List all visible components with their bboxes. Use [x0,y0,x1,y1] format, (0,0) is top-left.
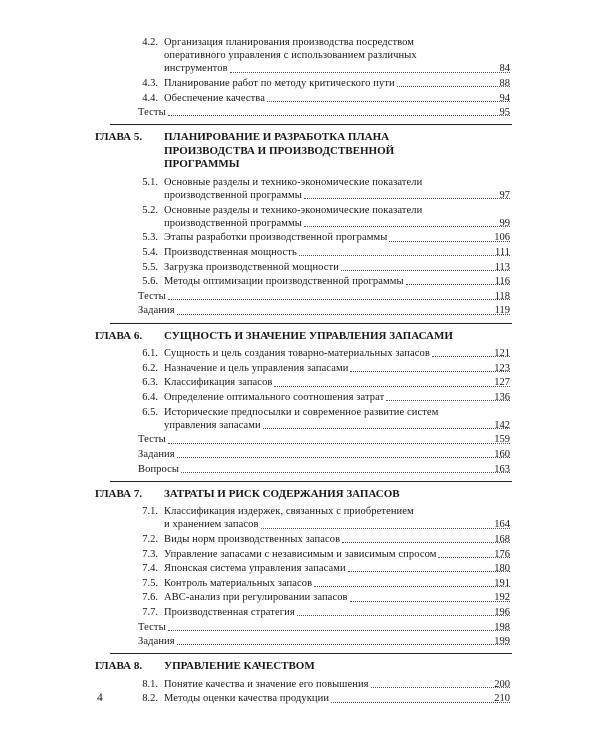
toc-entry[interactable] [0,678,600,691]
section-title-line-last [164,577,512,590]
section-title-line-last [164,77,512,90]
chapter-heading [0,131,600,172]
toc-entry[interactable] [0,231,600,244]
section-title-text: Понятие качества и значение его повышения [164,678,369,690]
section-title-line-last [164,347,512,360]
section-title-line-last [164,362,512,375]
toc-entry[interactable] [0,77,600,90]
table-of-contents [0,36,600,707]
chapter-heading [0,330,600,344]
section-title-line-last [164,533,512,546]
chapter-label: ГЛАВА 7. [95,487,143,500]
section-title-text: Планирование работ по методу критического пути [164,78,395,89]
section-title [164,606,512,619]
section-title [138,448,512,461]
page-ref: 180 [494,563,510,575]
toc-entry[interactable] [0,606,600,619]
toc-entry[interactable] [0,692,600,705]
section-title-text: Тесты [138,290,166,302]
section-title [164,505,512,531]
chapter-title-line: ПРОИЗВОДСТВА И ПРОИЗВОДСТВЕННОЙ [164,144,395,157]
dot-leader [168,115,510,116]
section-title [164,77,512,90]
section-title-line-last [164,92,512,105]
section-title-line-last [164,376,512,389]
section-title-line-last [164,246,512,259]
section-title [164,406,512,432]
section-number: 7.1. [142,506,158,518]
section-title [164,391,512,404]
section-number: 4.2. [142,37,158,48]
page-ref: 199 [494,636,510,648]
dot-leader [181,472,510,473]
section-title [138,304,512,317]
section-title-line: Организация планирования производства посредством [164,37,415,48]
toc-entry[interactable] [0,376,600,389]
page-ref: 136 [494,391,510,403]
page-ref: 111 [495,247,510,259]
section-number: 6.1. [142,348,158,360]
section-number: 8.2. [142,693,158,705]
section-title [164,347,512,360]
toc-entry-unnumbered[interactable] [0,448,600,461]
section-title-line-last [164,189,512,202]
dot-leader [177,314,510,315]
section-title [164,562,512,575]
chapter-title [164,131,520,172]
section-title-line-last [138,621,512,634]
page-ref: 198 [494,621,510,633]
toc-entry[interactable] [0,246,600,259]
section-title-text: Тесты [138,621,166,633]
section-number: 5.1. [142,176,158,188]
section-title-text: производственной программы [164,217,302,229]
section-title-line: оперативного управления с использованием различных [164,50,417,62]
chapter-title-line: ЗАТРАТЫ И РИСК СОДЕРЖАНИЯ ЗАПАСОВ [164,487,400,500]
chapter-divider [110,653,512,654]
page-ref: 164 [494,519,510,531]
section-title [164,376,512,389]
dot-leader [168,443,510,444]
page-ref: 176 [494,548,510,560]
section-title-line: Классификация издержек, связанных с приобретением [164,506,414,518]
section-title [164,231,512,244]
section-title [138,463,512,476]
page-ref: 84 [499,63,510,75]
section-title [164,533,512,546]
toc-entry[interactable] [0,92,600,105]
section-title-line-last [164,231,512,244]
section-title-text: Японская система управления запасами [164,563,346,575]
section-title-line-last [164,275,512,288]
section-title [164,176,512,202]
section-number: 7.4. [142,563,158,575]
page-ref: 113 [494,261,510,273]
toc-entry[interactable] [0,533,600,546]
section-number: 6.2. [142,362,158,374]
section-title-line-last [164,548,512,561]
section-number: 5.2. [142,204,158,216]
section-number: 7.6. [142,592,158,604]
toc-entry-unnumbered[interactable] [0,621,600,634]
toc-entry[interactable] [0,204,600,230]
section-number: 6.5. [142,406,158,418]
section-title-text: Обеспечение качества [164,92,265,104]
section-title-text: Управление запасами с независимым и зависимым спросом [164,548,437,560]
section-number: 4.3. [142,78,158,89]
page-ref: 159 [494,434,510,446]
page-ref: 196 [494,606,510,618]
chapter-title-line: СУЩНОСТЬ И ЗНАЧЕНИЕ УПРАВЛЕНИЯ ЗАПАСАМИ [164,329,453,342]
section-title-line-last [138,448,512,461]
section-title [164,548,512,561]
section-title-text: производственной программы [164,190,302,202]
section-title-line: Основные разделы и технико-экономические показатели [164,204,423,216]
page-ref: 160 [494,448,510,460]
chapter-title [164,330,520,344]
section-title-line-last [164,606,512,619]
section-number: 5.4. [142,247,158,259]
section-title-text: Сущность и цель создания товарно-материальных запасов [164,348,430,360]
section-title [164,92,512,105]
section-title-line-last [164,692,512,705]
section-title-text: Методы оптимизации производственной программы [164,276,404,288]
page-ref: 127 [494,377,510,389]
chapter-title [164,488,520,502]
toc-entry[interactable] [0,406,600,432]
dot-leader [177,644,510,645]
section-title [138,106,512,119]
page-ref: 95 [499,107,510,119]
page-ref: 121 [494,348,510,360]
section-title-text: Задания [138,448,175,460]
section-title-text: Назначение и цель управления запасами [164,362,349,374]
section-title-text: Классификация запасов [164,377,273,389]
dot-leader [177,457,510,458]
section-title-line-last [138,635,512,648]
chapter-heading [0,488,600,502]
chapter-divider [110,323,512,324]
toc-entry[interactable] [0,347,600,360]
section-title-line-last [138,106,512,119]
section-number: 7.3. [142,548,158,560]
section-title-line-last [138,290,512,303]
section-title-text: Виды норм производственных запасов [164,534,341,546]
section-title [164,275,512,288]
section-title-text: Определение оптимального соотношения затрат [164,391,385,403]
section-title-line-last [164,391,512,404]
section-title [164,261,512,274]
section-number: 4.4. [142,92,158,104]
chapter-title-line: ПЛАНИРОВАНИЕ И РАЗРАБОТКА ПЛАНА [164,131,390,144]
section-number: 7.7. [142,606,158,618]
section-title [164,692,512,705]
toc-entry[interactable] [0,176,600,202]
toc-entry[interactable] [0,36,600,76]
section-title-line-last [138,463,512,476]
section-title-text: Производственная стратегия [164,606,295,618]
page-ref: 118 [494,290,510,302]
chapter-divider [110,481,512,482]
section-title-text: ABC-анализ при регулировании запасов [164,592,348,604]
section-title [164,678,512,691]
section-title-line: Исторические предпосылки и современное развитие систем [164,406,439,418]
section-title-text: Контроль материальных запасов [164,577,313,589]
section-number: 7.5. [142,577,158,589]
toc-entry[interactable] [0,391,600,404]
section-title [138,433,512,446]
section-number: 7.2. [142,534,158,546]
page-ref: 119 [494,305,510,317]
toc-entry-unnumbered[interactable] [0,635,600,648]
chapter-heading [0,660,600,674]
section-title-text: Вопросы [138,463,180,475]
section-title [164,577,512,590]
toc-entry[interactable] [0,275,600,288]
section-title-line-last [164,518,512,531]
toc-entry[interactable] [0,261,600,274]
chapter-title [164,660,520,674]
chapter-label: ГЛАВА 6. [95,329,143,342]
page-ref: 142 [494,419,510,431]
section-number: 6.3. [142,377,158,389]
toc-entry[interactable] [0,548,600,561]
section-title-text: Задания [138,636,175,648]
section-title-text: и хранением запасов [164,519,259,531]
chapter-label: ГЛАВА 8. [95,660,143,673]
section-title-text: Этапы разработки производственной программы [164,232,388,244]
section-title-text: Тесты [138,107,166,119]
section-number: 5.6. [142,276,158,288]
section-title [164,246,512,259]
section-title-line-last [138,433,512,446]
toc-entry[interactable] [0,591,600,604]
toc-entry[interactable] [0,505,600,531]
page-ref: 168 [494,534,510,546]
toc-entry-unnumbered[interactable] [0,304,600,317]
chapter-divider [110,124,512,125]
section-number: 8.1. [142,678,158,690]
page-ref: 88 [499,78,510,89]
section-title-line-last [164,217,512,230]
toc-entry-unnumbered[interactable] [0,290,600,303]
section-title-line: Основные разделы и технико-экономические показатели [164,176,423,188]
section-number: 5.3. [142,232,158,244]
page-ref: 192 [494,592,510,604]
section-title [164,591,512,604]
section-title [164,362,512,375]
section-title-text: инструментов [164,63,228,75]
toc-entry[interactable] [0,577,600,590]
page-ref: 200 [494,678,510,690]
toc-entry[interactable] [0,362,600,375]
section-title-line-last [164,261,512,274]
section-title-text: Загрузка производственной мощности [164,261,339,273]
page-ref: 106 [494,232,510,244]
section-title-line-last [164,678,512,691]
page-ref: 94 [499,92,510,104]
chapter-title-line: ПРОГРАММЫ [164,158,240,171]
section-title-text: Задания [138,305,175,317]
section-title-line-last [164,562,512,575]
section-title [138,621,512,634]
section-number: 5.5. [142,261,158,273]
dot-leader [168,299,510,300]
chapter-label: ГЛАВА 5. [95,131,143,144]
section-title-line-last [164,419,512,432]
toc-entry[interactable] [0,562,600,575]
page-ref: 163 [494,463,510,475]
page-ref: 116 [494,276,510,288]
page-ref: 97 [499,190,510,202]
section-title-line-last [138,304,512,317]
page-ref: 191 [494,577,510,589]
section-number: 6.4. [142,391,158,403]
section-title-line-last [164,591,512,604]
section-title [164,36,512,76]
toc-entry-unnumbered[interactable] [0,106,600,119]
dot-leader [168,630,510,631]
section-title-text: Производственная мощность [164,247,297,259]
section-title-line-last [164,62,512,75]
dot-leader [230,72,510,73]
page-ref: 210 [494,693,510,705]
section-title [164,204,512,230]
section-title [138,290,512,303]
section-title-text: управления запасами [164,419,261,431]
page-ref: 99 [499,217,510,229]
toc-entry-unnumbered[interactable] [0,463,600,476]
toc-entry-unnumbered[interactable] [0,433,600,446]
page-number: 4 [97,692,103,704]
section-title-text: Тесты [138,434,166,446]
chapter-title-line: УПРАВЛЕНИЕ КАЧЕСТВОМ [164,660,315,673]
section-title [138,635,512,648]
page-ref: 123 [494,362,510,374]
section-title-text: Методы оценки качества продукции [164,693,330,705]
